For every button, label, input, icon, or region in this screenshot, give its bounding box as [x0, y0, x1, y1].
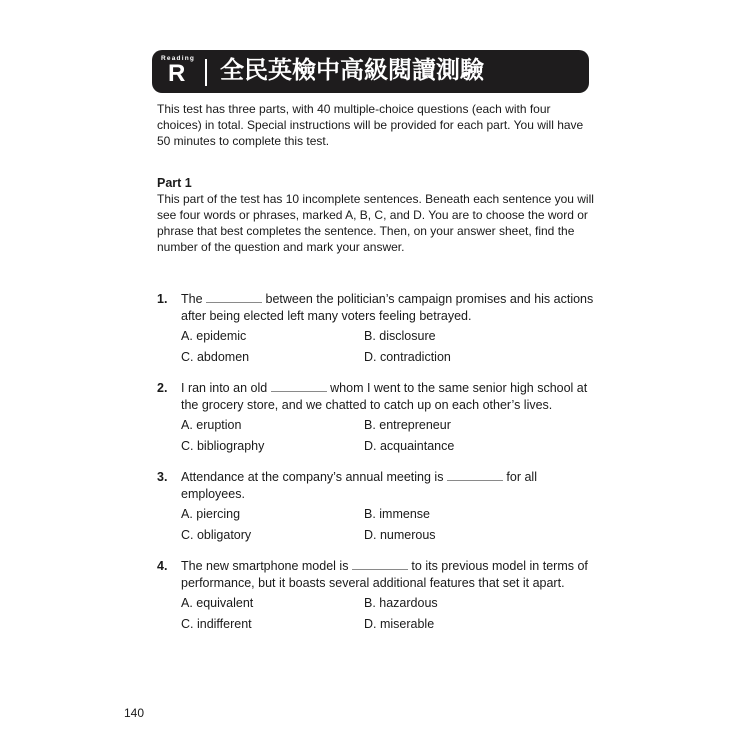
question-number: 4. — [157, 559, 168, 573]
choice-c: C. bibliography — [181, 439, 265, 453]
section-letter: R — [168, 60, 186, 87]
choice-b: B. immense — [364, 507, 430, 521]
answer-blank — [206, 291, 262, 303]
header-divider — [205, 59, 207, 86]
choice-d: D. numerous — [364, 528, 436, 542]
stem-before: Attendance at the company’s annual meeting is — [181, 470, 444, 484]
choice-a: A. eruption — [181, 418, 242, 432]
stem-after: between the politician’s campaign promises and his actions after being elected left many voters feeling betrayed. — [181, 292, 594, 323]
question-number: 3. — [157, 470, 168, 484]
choice-d: D. miserable — [364, 617, 435, 631]
choice-d: D. contradiction — [364, 350, 451, 364]
choice-d: D. acquaintance — [364, 439, 455, 453]
choice-c: C. indifferent — [181, 617, 252, 631]
stem-after: for all employees. — [181, 470, 537, 501]
question-number: 2. — [157, 381, 168, 395]
choice-b: B. entrepreneur — [364, 418, 451, 432]
choice-a: A. epidemic — [181, 329, 247, 343]
choice-b: B. disclosure — [364, 329, 436, 343]
question-stem — [181, 558, 601, 591]
stem-before: The — [181, 292, 203, 306]
intro-text: This test has three parts, with 40 multiple-choice questions (each with four choices) in total. Special instructions will be provided for each part. You will have 50 minutes to complete this test. — [157, 102, 584, 148]
question-number: 1. — [157, 292, 168, 306]
stem-after: whom I went to the same senior high school at the grocery store, and we chatted to catch up on each other’s lives. — [181, 381, 588, 412]
stem-before: I ran into an old — [181, 381, 268, 395]
section-label: Reading — [161, 55, 196, 62]
choice-b: B. hazardous — [364, 596, 438, 610]
answer-blank — [271, 380, 327, 392]
part-description: This part of the test has 10 incomplete sentences. Beneath each sentence you will see four words or phrases, marked A, B, C, and D. You are to choose the word or phrase that best completes the sentence. Then, on your answer sheet, find the number of the question and mark your answer. — [157, 192, 594, 254]
stem-after: to its previous model in terms of performance, but it boasts several additional features that set it apart. — [181, 559, 588, 590]
answer-blank — [352, 558, 408, 570]
choice-a: A. equivalent — [181, 596, 254, 610]
choice-c: C. abdomen — [181, 350, 250, 364]
page-number: 140 — [124, 706, 145, 720]
stem-before: The new smartphone model is — [181, 559, 349, 573]
question-stem — [181, 469, 601, 502]
page-title: 全民英檢中高級閱讀測驗 — [220, 57, 484, 84]
question-stem — [181, 380, 601, 413]
choice-c: C. obligatory — [181, 528, 252, 542]
answer-blank — [447, 469, 503, 481]
choice-a: A. piercing — [181, 507, 241, 521]
section-header — [152, 50, 589, 93]
question-stem — [181, 291, 601, 324]
part-title: Part 1 — [157, 176, 192, 190]
